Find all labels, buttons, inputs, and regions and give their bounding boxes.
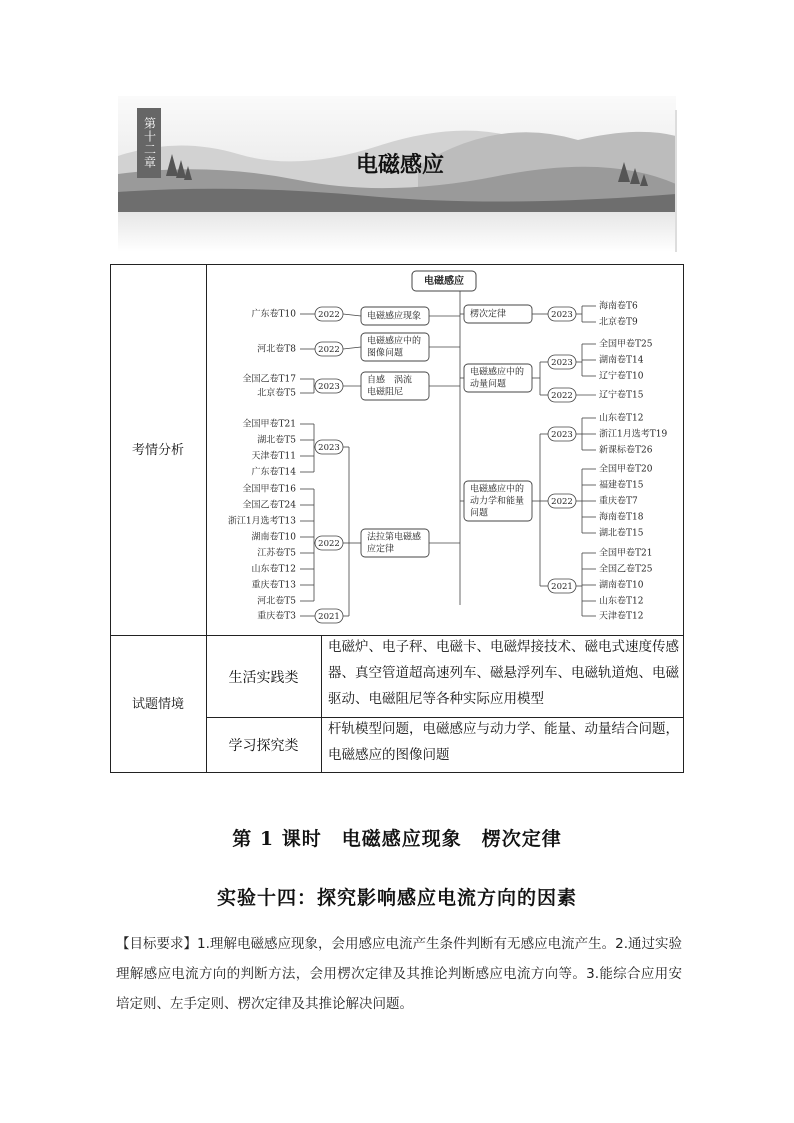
- exam-source: 全国甲卷T16: [242, 484, 296, 495]
- exam-source: 重庆卷T3: [257, 611, 296, 622]
- learning-goals: [116, 929, 682, 1019]
- right-topic-2-label: 电磁感应中的: [470, 484, 525, 495]
- exam-source: 浙江1月选考T13: [227, 516, 296, 527]
- experiment-title: 实验十四：探究影响感应电流方向的因素: [216, 887, 577, 909]
- exam-source: 北京卷T9: [599, 317, 638, 328]
- year-label: 2021: [318, 612, 340, 622]
- exam-source: 广东卷T14: [251, 467, 296, 478]
- left-topic-2-label: 自感 涡流: [367, 375, 413, 386]
- lesson-title: 第 1 课时 电磁感应现象 楞次定律: [232, 828, 562, 850]
- exam-source: 湖南卷T14: [599, 355, 644, 366]
- year-label: 2023: [551, 310, 573, 320]
- knowledge-mindmap: [206, 265, 684, 635]
- year-label: 2022: [551, 497, 573, 507]
- left-topic-0-label: 电磁感应现象: [367, 311, 422, 322]
- exam-source: 广东卷T10: [251, 309, 296, 320]
- exam-source: 全国乙卷T25: [599, 564, 653, 575]
- root-node-label: 电磁感应: [424, 276, 464, 287]
- exam-source: 辽宁卷T10: [599, 371, 644, 382]
- left-topic-1-label: 电磁感应中的: [367, 336, 422, 347]
- chapter-title: 电磁感应: [355, 153, 444, 178]
- row-label-context: 试题情境: [131, 697, 184, 712]
- goal-text: 1.理解电磁感应现象，会用感应电流产生条件判断有无感应电流产生。2.通过实验理解感应电流方向的判断方法，会用楞次定律及其推论判断感应电流方向等。3.能综合应用安培定则、左手定则、楞次定律及其推论解决问题。: [116, 936, 683, 1012]
- exam-source: 全国甲卷T20: [599, 464, 653, 475]
- exam-source: 江苏卷T5: [257, 548, 296, 559]
- goal-label: 【目标要求】: [116, 936, 198, 952]
- exam-source: 天津卷T11: [251, 451, 296, 462]
- right-topic-2-label: 动力学和能量: [470, 496, 525, 507]
- row-label-analysis: 考情分析: [131, 443, 184, 458]
- connector-line: [343, 347, 361, 349]
- exam-source: 福建卷T15: [599, 480, 644, 491]
- exam-source: 山东卷T12: [599, 413, 644, 424]
- exam-source: 全国乙卷T17: [242, 374, 296, 385]
- exam-source: 重庆卷T13: [251, 580, 296, 591]
- year-label: 2022: [551, 391, 573, 401]
- exam-source: 山东卷T12: [251, 564, 296, 575]
- research-context-text: 杆轨模型问题，电磁感应与动力学、能量、动量结合问题，电磁感应的图像问题: [328, 721, 679, 763]
- exam-source: 全国甲卷T21: [242, 419, 296, 430]
- exam-source: 河北卷T5: [257, 596, 296, 607]
- year-label: 2023: [551, 358, 573, 368]
- exam-source: 重庆卷T7: [599, 496, 638, 507]
- exam-source: 全国甲卷T21: [599, 548, 653, 559]
- left-topic-3-label: 法拉第电磁感: [367, 532, 422, 543]
- exam-source: 湖北卷T15: [599, 528, 644, 539]
- year-label: 2022: [318, 310, 340, 320]
- exam-source: 全国甲卷T25: [599, 339, 653, 350]
- right-topic-0-label: 楞次定律: [470, 309, 507, 320]
- exam-source: 山东卷T12: [599, 596, 644, 607]
- left-topic-3-label: 应定律: [367, 544, 395, 555]
- chapter-tag: 第十二章: [137, 108, 161, 178]
- year-label: 2023: [318, 443, 340, 453]
- exam-source: 北京卷T5: [257, 388, 296, 399]
- exam-source: 天津卷T12: [599, 611, 644, 622]
- right-topic-2-label: 问题: [470, 508, 489, 519]
- year-label: 2021: [551, 582, 573, 592]
- sub-label-practice: 生活实践类: [228, 670, 299, 686]
- left-topic-1-label: 图像问题: [367, 348, 404, 359]
- exam-source: 浙江1月选考T19: [599, 429, 668, 440]
- practice-context-text: 电磁炉、电子秤、电磁卡、电磁焊接技术、磁电式速度传感器、真空管道超高速列车、磁悬浮列车、电磁轨道炮、电磁驱动、电磁阻尼等各种实际应用模型: [328, 639, 679, 707]
- exam-source: 河北卷T8: [257, 344, 296, 355]
- exam-source: 海南卷T18: [599, 512, 644, 523]
- exam-source: 辽宁卷T15: [599, 390, 644, 401]
- exam-source: 湖南卷T10: [251, 532, 296, 543]
- table-divider: [321, 635, 322, 773]
- year-label: 2022: [318, 345, 340, 355]
- banner-shadow: [118, 212, 676, 252]
- connector-line: [343, 314, 361, 316]
- right-topic-1-label: 动量问题: [470, 379, 507, 390]
- exam-source: 全国乙卷T24: [242, 500, 296, 511]
- right-topic-1-label: 电磁感应中的: [470, 367, 525, 378]
- year-label: 2022: [318, 539, 340, 549]
- year-label: 2023: [551, 430, 573, 440]
- sub-label-research: 学习探究类: [228, 738, 299, 754]
- exam-source: 新课标卷T26: [599, 445, 653, 456]
- exam-source: 海南卷T6: [599, 301, 638, 312]
- exam-source: 湖南卷T10: [599, 580, 644, 591]
- banner-edge: [675, 110, 677, 252]
- left-topic-2-label: 电磁阻尼: [367, 387, 404, 398]
- year-label: 2023: [318, 382, 340, 392]
- exam-source: 湖北卷T5: [257, 435, 296, 446]
